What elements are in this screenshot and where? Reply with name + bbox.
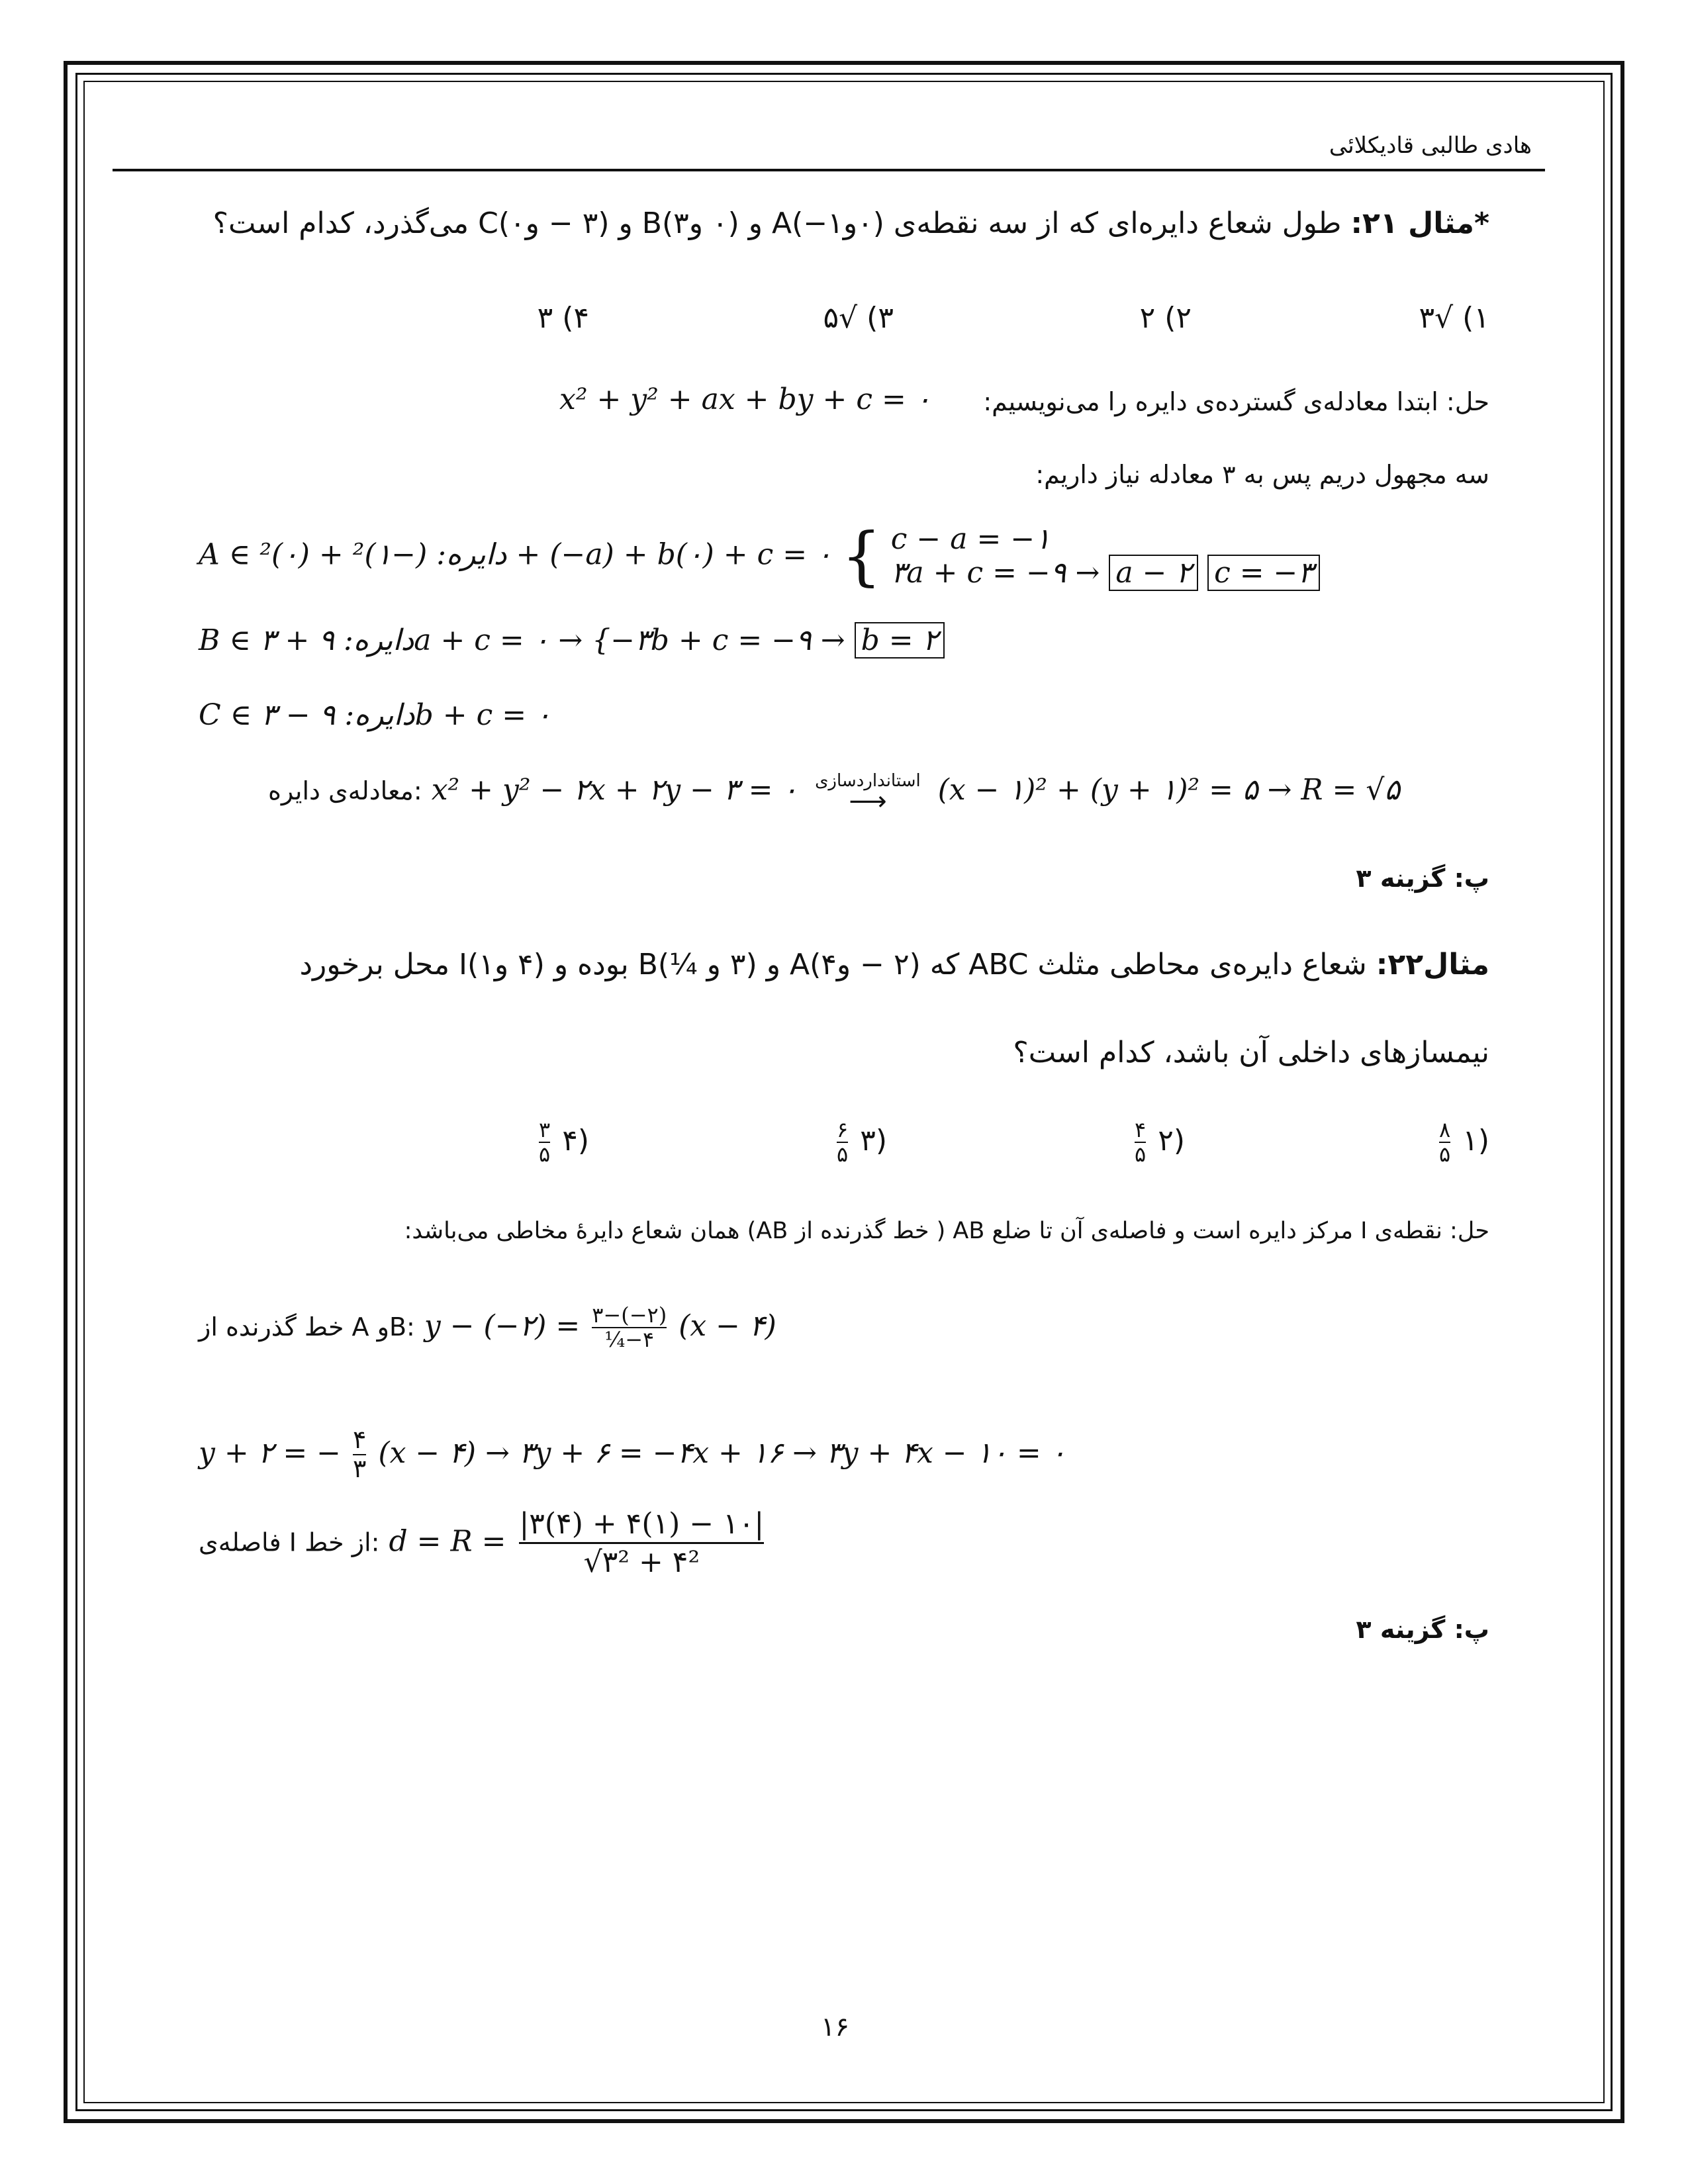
example-21-question (213, 206, 1489, 240)
ex22-opt2-num: ۴ (1135, 1117, 1147, 1142)
ex21-circle-general: x² + y² − ۲x + ۲y − ۳ = ۰ (431, 773, 798, 807)
ex21-lineA-eq: (−۱)² + (۰)² + (−a) + b(۰) + c = ۰ (259, 537, 832, 572)
ex22-line-rhs: (x − ۴) (679, 1309, 776, 1343)
ex21-solution-intro: حل: ابتدا معادله‌ی گسترده‌ی دایره را می‌نویسیم: (983, 387, 1489, 416)
ex22-opt1-den: ۵ (1439, 1142, 1451, 1167)
ex22-simpl-den: ۳ (353, 1453, 367, 1483)
ex22-opt2-label: ۲) (1158, 1124, 1185, 1158)
ex21-option-3: ۳) √۵ (823, 301, 894, 335)
ex22-line-lhs: y − (−۲) = (424, 1309, 581, 1343)
ex22-opt3-label: ۳) (860, 1124, 887, 1158)
example-21-text: طول شعاع دایره‌ای که از سه نقطه‌ی (۰و۱−)A و (۰ و۳)B و (۳ − و۰)C می‌گذرد، کدام است؟ (212, 206, 1342, 240)
ex21-boxed-b: b = ۲ (855, 622, 945, 659)
ex22-opt1-label: ۱) (1462, 1124, 1489, 1158)
page-number: ۱۶ (821, 2012, 849, 2042)
ex21-lineB-eq: ۹ + ۳a + c = ۰ → {−۳b + c = −۹ → (259, 623, 845, 657)
ex22-distance-formula (199, 1506, 768, 1580)
ex22-line-den: ¼−۴ (604, 1327, 655, 1353)
ex22-dist-label: فاصله‌ی I از خط: (199, 1527, 380, 1557)
ex22-line-num: ۳−(−۲) (592, 1302, 667, 1328)
ex21-lineA-label: A ∈ دایره: (199, 537, 507, 572)
ex22-line-equation (199, 1304, 776, 1351)
ex21-lineC-eq: ۹ − ۳b + c = ۰ (261, 698, 551, 732)
standardize-label: استانداردسازی (815, 771, 921, 791)
ex22-option-1 (1436, 1118, 1489, 1166)
ex21-lineB-label: B ∈ دایره: (199, 623, 414, 657)
ex22-simpl-lhs: y + ۲ = − (199, 1435, 342, 1470)
ex21-lineA-sys2: ۳a + c = −۹ → (890, 555, 1100, 590)
brace-symbol: { (841, 519, 882, 594)
ex22-line-label: خط گذرنده از A وB: (199, 1312, 415, 1342)
page-header-author: هادی طالبی قادیکلائی (1329, 132, 1532, 159)
ex22-opt1-num: ۸ (1439, 1117, 1451, 1142)
ex22-option-4 (536, 1118, 589, 1166)
example-22-label: مثال۲۲: (1376, 948, 1489, 981)
ex21-boxed-c: c = −۳ (1207, 555, 1320, 591)
long-arrow-icon: ⟶ (849, 786, 887, 817)
ex22-dist-den: √۳² + ۴² (583, 1545, 700, 1579)
ex22-option-2 (1132, 1118, 1185, 1166)
ex21-option-2: ۲) ۲ (1139, 301, 1192, 335)
ex22-solution-intro: حل: نقطه‌ی I مرکز دایره است و فاصله‌ی آن تا ضلع AB ( خط گذرنده از AB) همان شعاع دایرهٔ مخاطی می‌باشد: (404, 1218, 1489, 1244)
ex21-line-A (199, 519, 1320, 594)
ex22-simpl-num: ۴ (353, 1425, 367, 1454)
ex22-opt4-den: ۵ (539, 1142, 551, 1167)
ex22-simpl-rhs: (x − ۴) → ۳y + ۶ = −۴x + ۱۶ → ۳y + ۴x − ۱۰ = ۰ (378, 1435, 1066, 1470)
ex21-circle-equation (268, 771, 1401, 817)
header-rule (113, 169, 1545, 171)
ex21-line-C (199, 698, 551, 732)
ex21-option-4: ۴) ۳ (537, 301, 589, 335)
ex22-opt2-den: ۵ (1135, 1142, 1147, 1167)
ex21-unknowns-note: سه مجهول دریم پس به ۳ معادله نیاز داریم: (1035, 460, 1489, 489)
ex22-answer: پ: گزینه ۳ (1356, 1615, 1489, 1644)
ex22-line-simplified (199, 1426, 1066, 1483)
ex21-lineC-label: C ∈ دایره: (199, 698, 415, 732)
ex21-answer: پ: گزینه ۳ (1356, 864, 1489, 893)
ex21-option-1: ۱) √۳ (1419, 301, 1489, 335)
ex22-opt4-num: ۳ (539, 1117, 551, 1142)
example-21-label: *مثال ۲۱: (1350, 206, 1489, 240)
ex21-circle-standard: (x − ۱)² + (y + ۱)² = ۵ → R = √۵ (937, 773, 1401, 807)
ex21-lineA-system (891, 523, 1320, 590)
ex21-boxed-a: a − ۲ (1109, 555, 1198, 591)
ex22-opt4-label: ۴) (562, 1124, 589, 1158)
ex22-opt3-den: ۵ (837, 1142, 849, 1167)
ex21-general-equation: x² + y² + ax + by + c = ۰ (559, 383, 931, 416)
ex22-option-3 (834, 1118, 887, 1166)
example-22-text1: شعاع دایره‌ی محاطی مثلث ABC که (۲ − و۴)A و (۳ و ¼)B بوده و (۴ و۱)I محل برخورد (299, 948, 1367, 981)
standardize-arrow (815, 771, 921, 817)
ex21-lineA-sys1: c − a = −۱ (890, 522, 1051, 556)
ex22-dist-lhs: d = R = (389, 1524, 506, 1559)
example-22-question-line1 (299, 948, 1489, 981)
example-22-question-line2: نیمسازهای داخلی آن باشد، کدام است؟ (1013, 1036, 1489, 1069)
ex21-circle-label: معادله‌ی دایره: (268, 776, 422, 805)
ex22-dist-num: |۳(۴) + ۴(۱) − ۱۰| (519, 1507, 765, 1541)
ex21-line-B (199, 623, 945, 657)
ex22-opt3-num: ۶ (837, 1117, 849, 1142)
